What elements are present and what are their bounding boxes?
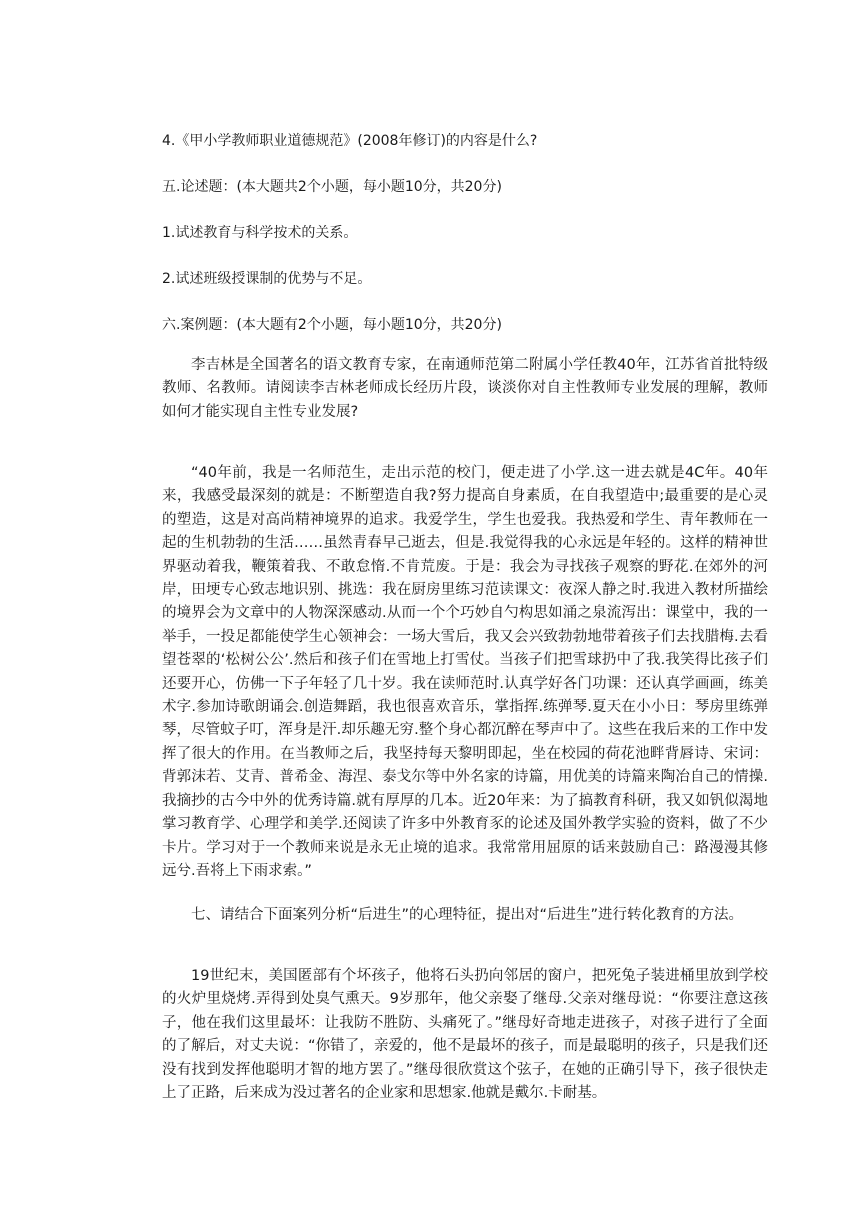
section-6-intro: 李吉林是全国著名的语文教育专家，在南通师范第二附属小学任教40年，江苏省首批特级教师、名教师。请阅读李吉林老师成长经历片段，谈淡你对自主性教师专业发展的理解，教师如何才能实现自主性专业发展?	[162, 357, 768, 420]
section-5-question-2: 2.试述班级授课制的优势与不足。	[162, 271, 372, 287]
section-6-quote: “40年前，我是一名师范生，走出示范的校门，便走进了小学.这一进去就是4C年。40年来，我感受最深刻的就是：不断塑造自我?努力提高自身素质，在自我望造中;最重要的是心灵的塑造，这是对高尚精神境界的追求。我爱学生，学生也爱我。我热爱和学生、青年教师在一起的生机勃勃的生活……虽然青春早己逝去，但是.我觉得我的心永远是年轻的。这样的精神世界驱动着我，鞭策着我、不敢怠惰.不肯荒废。于是：我会为寻找孩子观察的野花.在郊外的河岸，田埂专心致志地识别、挑选：我在厨房里练习范读课文：夜深人静之时.我进入教材所描绘的境界会为文章中的人物深深感动.从而一个个巧妙自勺构思如涌之泉流泻出：课堂中，我的一举手，一投足都能使学生心领神会：一场大雪后，我又会兴致勃勃地带着孩子们去找腊梅.去看望苍翠的‘松树公公’.然后和孩子们在雪地上打雪仗。当孩子们把雪球扔中了我.我笑得比孩子们还要开心，仿佛一下子年轻了几十岁。我在读师范时.认真学好各门功课：还认真学画画，练美术字.参加诗歌朗诵会.创造舞蹈，我也很喜欢音乐，掌指挥.练弹琴.夏天在小小日：琴房里练弹琴，尽管蚊子叮，浑身是汗.却乐趣无穷.整个身心都沉醉在琴声中了。这些在我后来的工作中发挥了很大的作用。在当教师之后，我坚持每天黎明即起，坐在校园的荷花池畔背唇诗、宋词：背郭沫若、艾青、普希金、海涅、泰戈尔等中外名家的诗篇，用优美的诗篇来陶冶自己的情操.我摘抄的古今中外的优秀诗篇.就有厚厚的几本。近20年来：为了搞教育科研，我又如钒似渴地掌习教育学、心理学和美学.还阅读了许多中外教育豕的论述及国外教学实验的资料，做了不少卡片。学习对于一个教师来说是永无止境的追求。我常常用屈原的话来鼓励自己：路漫漫其修远兮.吾将上下雨求索。”	[162, 465, 768, 879]
question-4: 4.《甲小学教师职业道德规范》(2008年修订)的内容是什么?	[162, 133, 538, 149]
section-7-case: 19世纪末，美国匿部有个坏孩子，他将石头扔向邻居的窗户，把死兔子装进桶里放到学校的火炉里烧烤.弄得到处臭气熏天。9岁那年，他父亲娶了继母.父亲对继母说：“你要注意这孩子，他在我们这里最坏：让我防不胜防、头痛死了。”继母好奇地走进孩子，对孩子进行了全面的了解后，对丈夫说：“你错了，亲爱的，他不是最坏的孩子，而是最聪明的孩子，只是我们还没有找到发挥他聪明才智的地方罢了。”继母很欣赏这个弦子，在她的正确引导下，孩子很快走上了正路，后来成为没过著名的企业家和思想家.他就是戴尔.卡耐基。	[162, 968, 768, 1102]
section-6-heading: 六.案例题：(本大题有2个小题，每小题10分，共20分)	[162, 317, 502, 333]
section-5-heading: 五.论述题：(本大题共2个小题，每小题10分，共20分)	[162, 179, 502, 195]
section-7-heading: 七、请结合下面案列分析“后进生”的心理特征，提出对“后进生”进行转化教育的方法。	[191, 907, 744, 923]
section-5-question-1: 1.试述教育与科学按术的关系。	[162, 225, 358, 241]
